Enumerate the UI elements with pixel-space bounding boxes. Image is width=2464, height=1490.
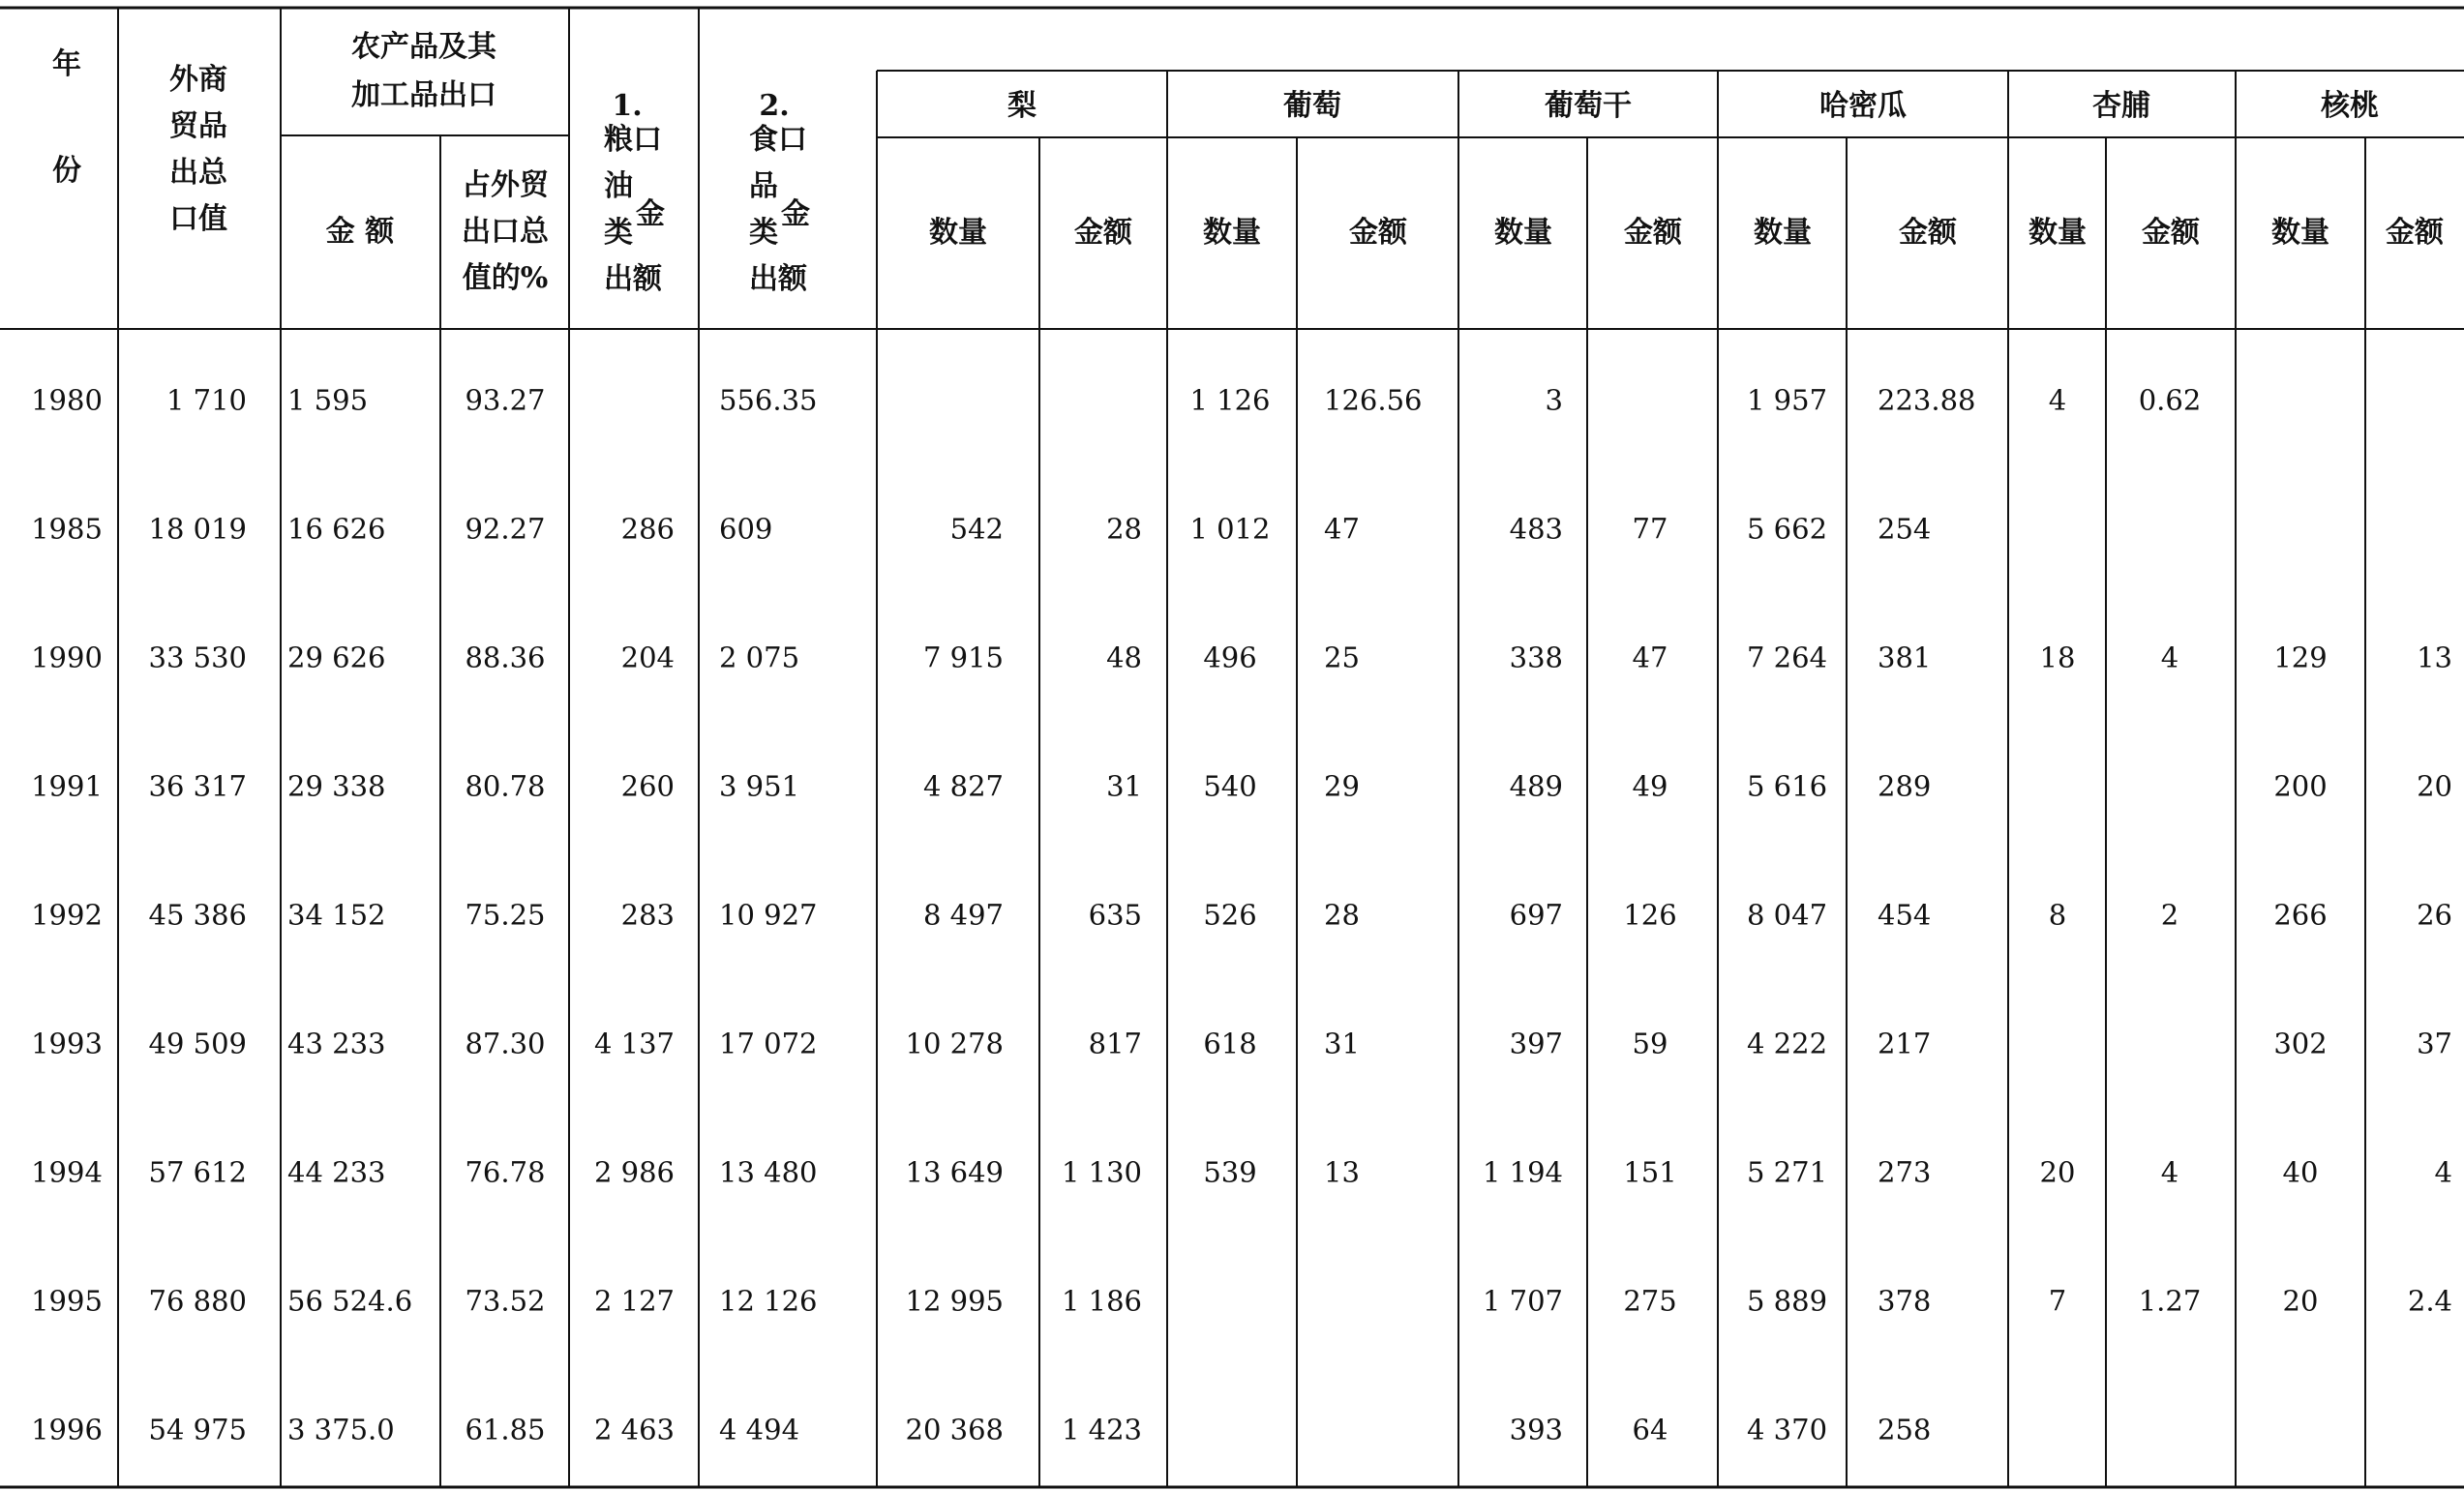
- table-cell: 7 915: [922, 641, 1004, 674]
- table-cell: 31: [1106, 769, 1142, 803]
- table-cell: 381: [1878, 641, 1932, 674]
- table-cell: 45 386: [148, 898, 247, 932]
- table-cell: 77: [1632, 512, 1668, 546]
- table-cell: 483: [1509, 512, 1563, 546]
- header-product-pear: 梨: [1007, 89, 1037, 123]
- header-qty: 数量: [2271, 216, 2329, 250]
- table-cell: 61.85: [465, 1413, 546, 1446]
- table-cell: 1 957: [1747, 383, 1828, 417]
- table-cell: 283: [620, 898, 675, 932]
- table-cell: 302: [2273, 1027, 2328, 1060]
- table-cell: 76.78: [465, 1155, 546, 1189]
- header-product-walnut: 核桃: [2321, 89, 2379, 123]
- table-cell: 20: [2039, 1155, 2076, 1189]
- table-cell: 57 612: [148, 1155, 247, 1189]
- table-cell: 43 233: [287, 1027, 386, 1060]
- table-cell: 4 137: [593, 1027, 675, 1060]
- row-year: 1985: [31, 512, 103, 546]
- table-cell: 397: [1509, 1027, 1563, 1060]
- table-cell: 489: [1509, 769, 1563, 803]
- table-cell: 542: [949, 512, 1004, 546]
- table-cell: 29 338: [287, 769, 386, 803]
- table-cell: 10 278: [905, 1027, 1004, 1060]
- table-cell: 44 233: [287, 1155, 386, 1189]
- table-cell: 254: [1878, 512, 1932, 546]
- table-cell: 286: [620, 512, 675, 546]
- table-cell: 275: [1623, 1284, 1677, 1318]
- table-cell: 26: [2417, 898, 2452, 932]
- table-cell: 3 375.0: [287, 1413, 395, 1446]
- table-cell: 2: [2160, 898, 2179, 932]
- table-cell: 49: [1632, 769, 1668, 803]
- table-cell: 12 126: [719, 1284, 818, 1318]
- header-food-label: 食口 品 类 出额: [749, 123, 807, 296]
- table-cell: 697: [1509, 898, 1563, 932]
- table-cell: 378: [1878, 1284, 1932, 1318]
- table-cell: 2 463: [593, 1413, 675, 1446]
- table-cell: 258: [1878, 1413, 1932, 1446]
- table-cell: 28: [1106, 512, 1142, 546]
- table-cell: 31: [1324, 1027, 1360, 1060]
- header-amt: 金额: [1074, 216, 1132, 250]
- table-cell: 151: [1623, 1155, 1677, 1189]
- row-year: 1991: [31, 769, 103, 803]
- header-food-jin: 金: [781, 197, 810, 231]
- table-cell: 289: [1878, 769, 1932, 803]
- table-cell: 18 019: [148, 512, 247, 546]
- header-amt: 金额: [1349, 216, 1407, 250]
- table-cell: 556.35: [719, 383, 818, 417]
- header-product-dried-apricot: 杏脯: [2092, 89, 2150, 123]
- table-cell: 88.36: [465, 641, 546, 674]
- table-cell: 56 524.6: [287, 1284, 413, 1318]
- table-cell: 539: [1203, 1155, 1257, 1189]
- table-cell: 49 509: [148, 1027, 247, 1060]
- table-cell: 7 264: [1747, 641, 1828, 674]
- table-cell: 5 271: [1747, 1155, 1828, 1189]
- row-year: 1980: [31, 383, 103, 417]
- table-cell: 36 317: [148, 769, 247, 803]
- header-qty: 数量: [2028, 216, 2087, 250]
- table-cell: 223.88: [1878, 383, 1976, 417]
- table-cell: 4 494: [719, 1413, 800, 1446]
- header-food-number: 2.: [759, 89, 790, 123]
- table-cell: 273: [1878, 1155, 1932, 1189]
- table-cell: 126.56: [1324, 383, 1423, 417]
- header-qty: 数量: [1494, 216, 1552, 250]
- table-cell: 4: [2160, 1155, 2179, 1189]
- header-product-raisin: 葡萄干: [1545, 89, 1632, 123]
- table-cell: 76 880: [148, 1284, 247, 1318]
- header-amt: 金额: [1899, 216, 1957, 250]
- table-cell: 0.62: [2138, 383, 2202, 417]
- header-product-grape: 葡萄: [1283, 89, 1341, 123]
- table-cell: 20 368: [905, 1413, 1004, 1446]
- table-cell: 1 186: [1061, 1284, 1142, 1318]
- table-cell: 5 616: [1747, 769, 1828, 803]
- header-amt: 金额: [2142, 216, 2200, 250]
- table-cell: 1 012: [1189, 512, 1271, 546]
- header-year: 年 份: [52, 47, 81, 188]
- table-cell: 13 649: [905, 1155, 1004, 1189]
- table-cell: 13 480: [719, 1155, 818, 1189]
- table-cell: 4: [2160, 641, 2179, 674]
- table-cell: 92.27: [465, 512, 546, 546]
- table-cell: 48: [1106, 641, 1142, 674]
- table-cell: 1 126: [1189, 383, 1271, 417]
- table-cell: 7: [2048, 1284, 2067, 1318]
- table-cell: 4: [2048, 383, 2067, 417]
- table-cell: 20: [2417, 769, 2452, 803]
- table-cell: 217: [1878, 1027, 1932, 1060]
- table-cell: 1 710: [165, 383, 247, 417]
- header-amt: 金额: [1624, 216, 1682, 250]
- header-product-hami-melon: 哈密瓜: [1819, 89, 1907, 123]
- table-cell: 20: [2282, 1284, 2319, 1318]
- header-qty: 数量: [1754, 216, 1812, 250]
- table-cell: 1 194: [1482, 1155, 1563, 1189]
- table-cell: 2 075: [719, 641, 800, 674]
- row-year: 1995: [31, 1284, 103, 1318]
- table-cell: 540: [1203, 769, 1257, 803]
- header-grain-label: 粮口 油 类 出额: [604, 123, 662, 296]
- table-cell: 64: [1632, 1413, 1668, 1446]
- header-amt: 金额: [2386, 216, 2444, 250]
- table-cell: 338: [1509, 641, 1563, 674]
- table-cell: 1.27: [2138, 1284, 2202, 1318]
- table-cell: 17 072: [719, 1027, 818, 1060]
- table-cell: 13: [2417, 641, 2452, 674]
- table-cell: 204: [620, 641, 675, 674]
- table-cell: 75.25: [465, 898, 546, 932]
- table-cell: 29 626: [287, 641, 386, 674]
- header-agri-group: 农产品及其 加工品出口: [351, 30, 496, 112]
- table-cell: 260: [620, 769, 675, 803]
- table-cell: 200: [2273, 769, 2328, 803]
- table-cell: 28: [1324, 898, 1360, 932]
- table-cell: 2 986: [593, 1155, 675, 1189]
- table-cell: 25: [1324, 641, 1360, 674]
- row-year: 1992: [31, 898, 103, 932]
- table-cell: 5 662: [1747, 512, 1828, 546]
- table-cell: 10 927: [719, 898, 818, 932]
- table-cell: 2 127: [593, 1284, 675, 1318]
- header-qty: 数量: [1203, 216, 1261, 250]
- header-qty: 数量: [929, 216, 987, 250]
- table-cell: 47: [1324, 512, 1360, 546]
- table-cell: 59: [1632, 1027, 1668, 1060]
- header-grain-number: 1.: [612, 89, 643, 123]
- header-agri-pct: 占外贸 出口总 值的%: [462, 168, 549, 295]
- table-cell: 87.30: [465, 1027, 546, 1060]
- row-year: 1996: [31, 1413, 103, 1446]
- table-cell: 12 995: [905, 1284, 1004, 1318]
- table-cell: 40: [2282, 1155, 2319, 1189]
- row-year: 1993: [31, 1027, 103, 1060]
- table-cell: 3 951: [719, 769, 800, 803]
- header-grain-jin: 金: [636, 197, 665, 231]
- table-cell: 609: [719, 512, 773, 546]
- table-cell: 635: [1088, 898, 1142, 932]
- table-cell: 73.52: [465, 1284, 546, 1318]
- table-cell: 34 152: [287, 898, 386, 932]
- table-cell: 526: [1203, 898, 1257, 932]
- table-cell: 1 707: [1482, 1284, 1563, 1318]
- table-cell: 13: [1324, 1155, 1360, 1189]
- table-cell: 4 222: [1747, 1027, 1828, 1060]
- header-total-export: 外商 贸品 出总 口值: [169, 63, 227, 236]
- table-cell: 8 497: [922, 898, 1004, 932]
- row-year: 1994: [31, 1155, 103, 1189]
- table-cell: 37: [2417, 1027, 2452, 1060]
- table-cell: 2.4: [2407, 1284, 2452, 1318]
- table-cell: 8 047: [1747, 898, 1828, 932]
- row-year: 1990: [31, 641, 103, 674]
- table-cell: 1 595: [287, 383, 369, 417]
- table-cell: 47: [1632, 641, 1668, 674]
- header-agri-amount: 金 额: [325, 215, 395, 249]
- table-cell: 18: [2039, 641, 2076, 674]
- table-cell: 454: [1878, 898, 1932, 932]
- table-cell: 4 827: [922, 769, 1004, 803]
- table-cell: 129: [2273, 641, 2328, 674]
- table-cell: 1 130: [1061, 1155, 1142, 1189]
- table-cell: 33 530: [148, 641, 247, 674]
- table-cell: 29: [1324, 769, 1360, 803]
- table-cell: 126: [1623, 898, 1677, 932]
- table-cell: 1 423: [1061, 1413, 1142, 1446]
- table-cell: 496: [1203, 641, 1257, 674]
- table-cell: 8: [2048, 898, 2067, 932]
- table-cell: 3: [1545, 383, 1563, 417]
- table-cell: 817: [1088, 1027, 1142, 1060]
- table-cell: 266: [2273, 898, 2328, 932]
- table-cell: 16 626: [287, 512, 386, 546]
- table-cell: 618: [1203, 1027, 1257, 1060]
- table-cell: 4: [2434, 1155, 2452, 1189]
- table-cell: 93.27: [465, 383, 546, 417]
- table-cell: 80.78: [465, 769, 546, 803]
- table-cell: 54 975: [148, 1413, 247, 1446]
- table-cell: 393: [1509, 1413, 1563, 1446]
- table-cell: 5 889: [1747, 1284, 1828, 1318]
- table-cell: 4 370: [1747, 1413, 1828, 1446]
